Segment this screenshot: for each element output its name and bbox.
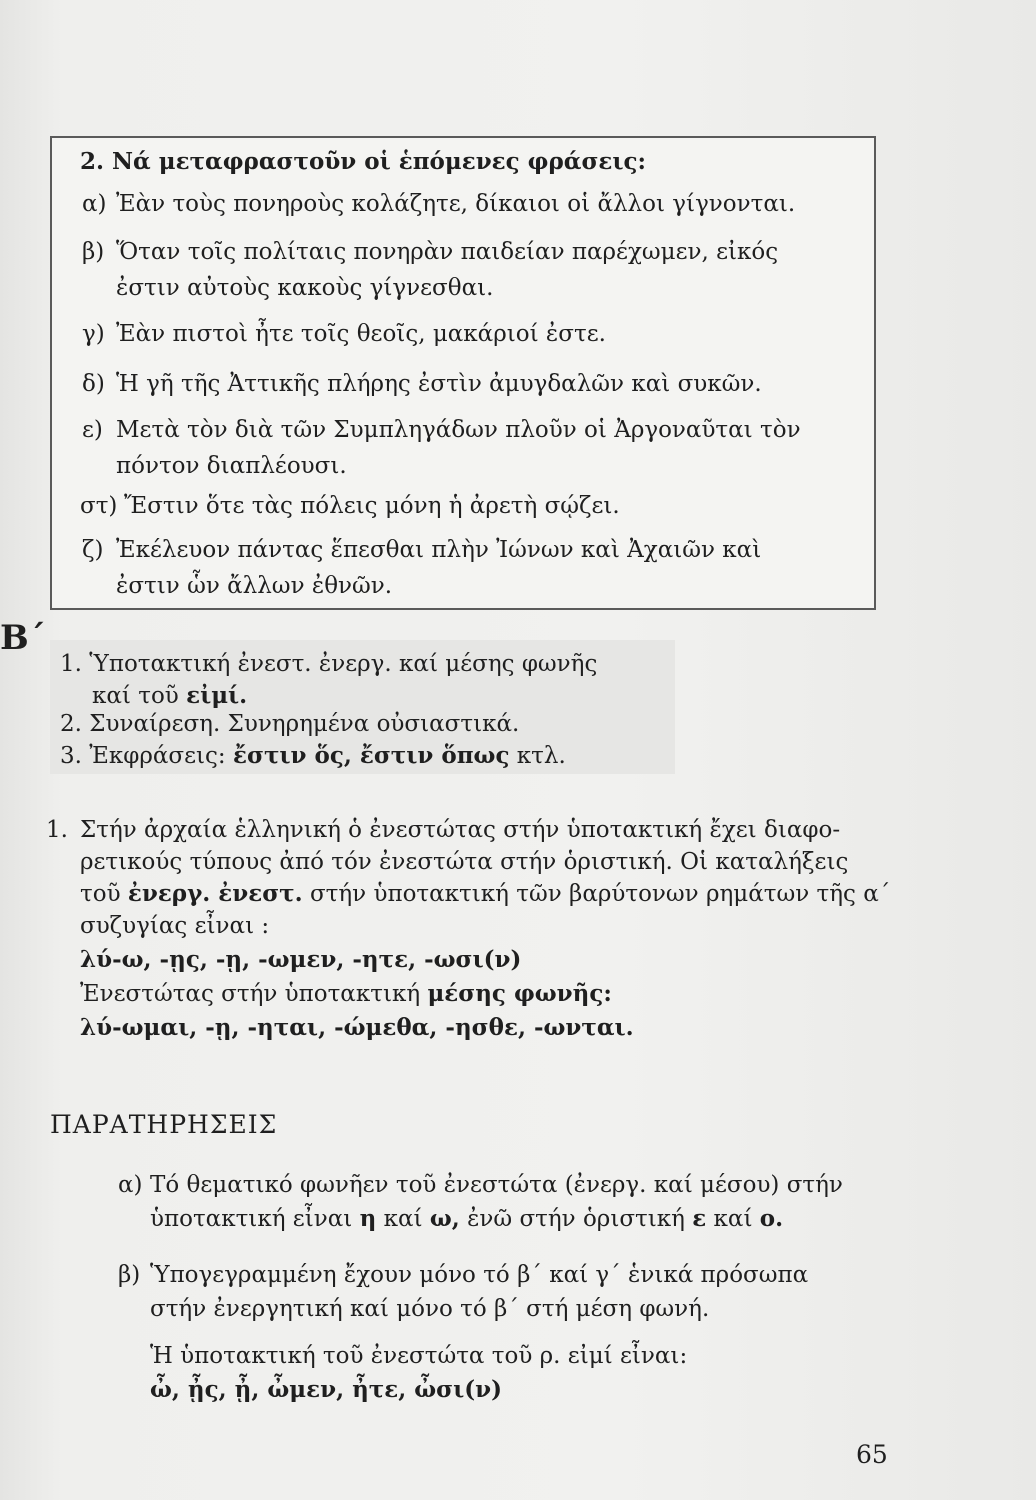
observation-a: [118, 1168, 843, 1236]
item-label: δ): [82, 371, 105, 397]
observation-b: [118, 1258, 808, 1326]
item-text: Ἡ γῆ τῆς Ἀττικῆς πλήρης ἐστὶν ἀμυγδαλῶν καὶ συκῶν.: [116, 371, 762, 397]
item-text-line2: ἐστιν αὐτοὺς κακοὺς γίγνεσθαι.: [116, 275, 494, 301]
middle-endings: λύ-ωμαι, -ῃ, -ηται, -ώμεθα, -ησθε, -ωνται.: [80, 1014, 634, 1041]
summary-text: κτλ.: [509, 743, 566, 769]
item-text: Ἐὰν τοὺς πονηροὺς κολάζητε, δίκαιοι οἱ ἄλλοι γίγνονται.: [116, 191, 796, 217]
summary-bold: ἔστιν ὅς, ἔστιν ὅπως: [233, 742, 510, 769]
item-label: στ): [80, 493, 118, 519]
item-text-line2: ἐστιν ὧν ἄλλων ἐθνῶν.: [116, 573, 393, 599]
item-text-line1: Ἐκέλευον πάντας ἕπεσθαι πλὴν Ἰώνων καὶ Ἀχαιῶν καὶ: [116, 537, 762, 563]
item-label: α): [82, 191, 107, 217]
middle-voice-line: [80, 978, 612, 1010]
observation-label: α): [118, 1172, 143, 1198]
theory-num: 1.: [46, 817, 68, 843]
theory-line3: [80, 878, 890, 910]
summary-text: καί τοῦ: [92, 683, 187, 709]
summary-item-1: [60, 648, 597, 712]
observation-label: β): [118, 1262, 141, 1288]
page-number: 65: [856, 1440, 888, 1469]
summary-num: 1.: [60, 651, 82, 677]
exercise-item-e: [82, 412, 801, 484]
item-text-line1: Μετὰ τὸν διὰ τῶν Συμπληγάδων πλοῦν οἱ Ἀργοναῦται τὸν: [116, 417, 801, 443]
summary-bold: εἰμί.: [186, 682, 248, 709]
item-label: ε): [82, 417, 103, 443]
exercise-item-c: [82, 316, 606, 352]
einai-forms: ὦ, ᾖς, ᾖ, ὦμεν, ἦτε, ὦσι(ν): [150, 1376, 502, 1403]
summary-num: 2.: [60, 711, 82, 737]
exercise-item-st: [80, 488, 620, 524]
item-text-line1: Ὅταν τοῖς πολίταις πονηρὰν παιδείαν παρέχωμεν, εἰκός: [116, 239, 779, 265]
summary-text: Ἐκφράσεις:: [89, 743, 233, 769]
exercise-item-d: [82, 366, 762, 402]
theory-bold: ἐνεργ. ἐνεστ.: [127, 880, 303, 907]
active-endings: λύ-ω, -ῃς, -ῃ, -ωμεν, -ητε, -ωσι(ν): [80, 946, 522, 973]
exercise-box: [50, 136, 876, 610]
theory-line4: συζυγίας εἶναι :: [80, 913, 270, 939]
observation-bold: ε: [692, 1205, 707, 1232]
summary-item-2: [60, 708, 519, 740]
exercise-item-b: [82, 234, 778, 306]
theory-bold: μέσης φωνῆς:: [427, 980, 612, 1007]
exercise-title: 2. Νά μεταφραστοῦν οἱ ἑπόμενες φράσεις:: [80, 148, 647, 175]
theory-text: Ἐνεστώτας στήν ὑποτακτική: [80, 981, 428, 1007]
observation-line1: Τό θεματικό φωνῆεν τοῦ ἐνεστώτα (ἐνεργ. καί μέσου) στήν: [150, 1172, 843, 1198]
observation-line2: στήν ἐνεργητική καί μόνο τό β΄ στή μέση φωνή.: [150, 1296, 710, 1322]
observation-text: ὑποτακτική εἶναι: [150, 1206, 360, 1232]
theory-text: στήν ὑποτακτική τῶν βαρύτονων ρημάτων τῆς α΄: [302, 881, 891, 907]
observation-line1: Ὑπογεγραμμένη ἔχουν μόνο τό β΄ καί γ΄ ἑνικά πρόσωπα: [150, 1262, 809, 1288]
observation-text: ἐνῶ στήν ὁριστική: [459, 1206, 693, 1232]
item-text-line2: πόντον διαπλέουσι.: [116, 453, 347, 479]
observation-text: καί: [376, 1206, 430, 1232]
section-letter: Β΄: [0, 618, 46, 658]
theory-line1: Στήν ἀρχαία ἑλληνική ὁ ἐνεστώτας στήν ὑποτακτική ἔχει διαφο-: [80, 817, 841, 843]
summary-text: Συναίρεση. Συνηρημένα οὐσιαστικά.: [89, 711, 520, 737]
item-label: ζ): [82, 537, 104, 563]
observation-text: καί: [706, 1206, 760, 1232]
theory-text: τοῦ: [80, 881, 128, 907]
observation-line2: [118, 1202, 843, 1236]
observations-heading: ΠΑΡΑΤΗΡΗΣΕΙΣ: [50, 1110, 278, 1139]
einai-line1: Ἡ ὑποτακτική τοῦ ἐνεστώτα τοῦ ρ. εἰμί εἶναι:: [150, 1343, 688, 1369]
exercise-item-z: [82, 532, 761, 604]
item-label: β): [82, 239, 105, 265]
item-label: γ): [82, 321, 105, 347]
item-text: Ἐὰν πιστοὶ ἦτε τοῖς θεοῖς, μακάριοί ἐστε.: [116, 321, 606, 347]
theory-line2: ρετικούς τύπους ἀπό τόν ἐνεστώτα στήν ὁριστική. Οἱ καταλήξεις: [80, 849, 849, 875]
summary-item-3: [60, 740, 566, 772]
summary-num: 3.: [60, 743, 82, 769]
exercise-item-a: [82, 186, 795, 222]
observation-bold: η: [359, 1205, 377, 1232]
item-text: Ἔστιν ὅτε τὰς πόλεις μόνη ἡ ἀρετὴ σῴζει.: [124, 493, 620, 519]
summary-text-line1: Ὑποτακτική ἐνεστ. ἐνεργ. καί μέσης φωνῆς: [89, 651, 598, 677]
observation-bold: ο.: [759, 1205, 784, 1232]
observation-bold: ω,: [429, 1205, 460, 1232]
